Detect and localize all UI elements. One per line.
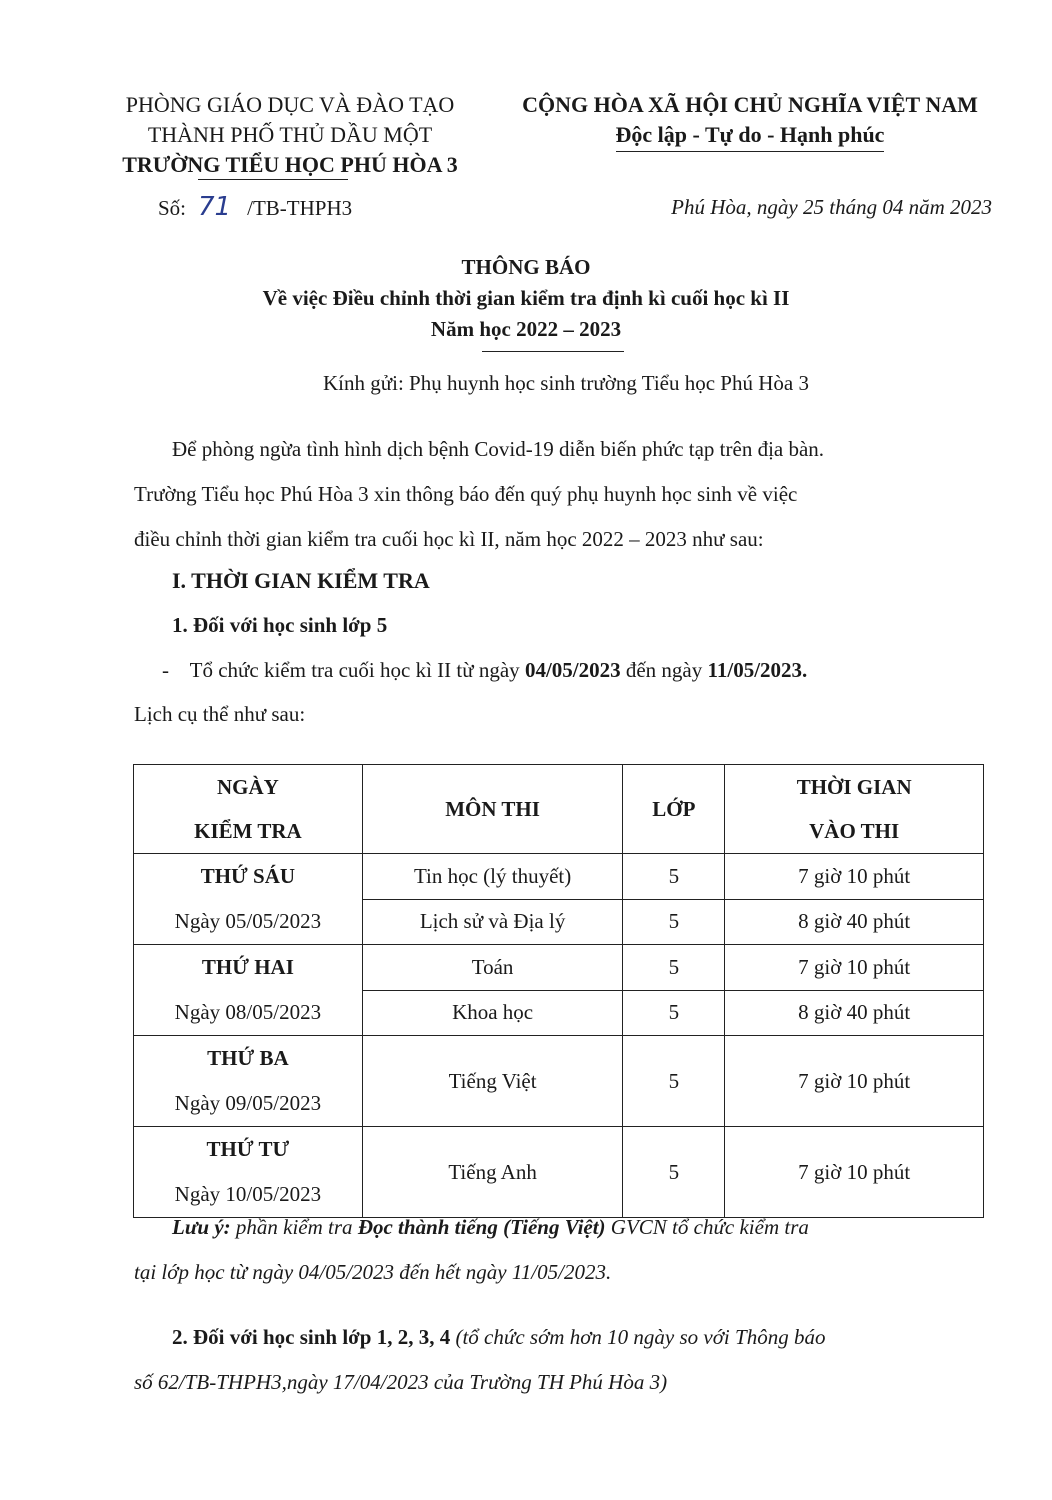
grade-cell: 5 bbox=[623, 899, 725, 945]
note-text-2: GVCN tổ chức kiểm tra bbox=[605, 1215, 809, 1239]
section-2 bbox=[134, 1315, 964, 1405]
national-name: CỘNG HÒA XÃ HỘI CHỦ NGHĨA VIỆT NAM bbox=[522, 92, 978, 117]
subject-cell: Khoa học bbox=[362, 990, 623, 1036]
date-cell: THỨ TƯ Ngày 10/05/2023 bbox=[134, 1127, 363, 1218]
intro-line-3: điều chỉnh thời gian kiểm tra cuối học kì II, năm học 2022 – 2023 như sau: bbox=[134, 527, 764, 551]
document-number-value: 71 bbox=[198, 192, 232, 222]
bullet-from-date: 04/05/2023 bbox=[524, 658, 621, 682]
title-divider bbox=[482, 351, 624, 352]
date-cell: THỨ SÁU Ngày 05/05/2023 bbox=[134, 854, 363, 945]
school-name: TRƯỜNG TIỂU HỌC PHÚ HÒA 3 bbox=[122, 152, 458, 177]
subject-cell: Tin học (lý thuyết) bbox=[362, 854, 623, 900]
date-cell: THỨ BA Ngày 09/05/2023 bbox=[134, 1036, 363, 1127]
time-cell: 7 giờ 10 phút bbox=[725, 854, 984, 900]
exam-schedule-table bbox=[133, 764, 984, 1218]
header-grade: LỚP bbox=[623, 765, 725, 854]
grade-cell: 5 bbox=[623, 1127, 725, 1218]
time-cell: 8 giờ 40 phút bbox=[725, 899, 984, 945]
note-line-2: tại lớp học từ ngày 04/05/2023 đến hết ngày 11/05/2023. bbox=[134, 1260, 612, 1284]
grade-cell: 5 bbox=[623, 990, 725, 1036]
recipient-line: Kính gửi: Phụ huynh học sinh trường Tiểu học Phú Hòa 3 bbox=[323, 371, 809, 395]
subject-cell: Tiếng Anh bbox=[362, 1127, 623, 1218]
table-row bbox=[134, 1127, 984, 1218]
agency-line-2: THÀNH PHỐ THỦ DẦU MỘT bbox=[147, 122, 433, 147]
national-header bbox=[500, 90, 1000, 152]
header-time: THỜI GIAN VÀO THI bbox=[725, 765, 984, 854]
bullet-to-date: 11/05/2023. bbox=[707, 658, 808, 682]
grade-cell: 5 bbox=[623, 1036, 725, 1127]
note-label: Lưu ý: bbox=[172, 1215, 231, 1239]
table-header-row bbox=[134, 765, 984, 854]
notice-title-line-1: THÔNG BÁO bbox=[461, 255, 591, 279]
notice-title-line-2: Về việc Điều chỉnh thời gian kiểm tra định kì cuối học kì II bbox=[262, 286, 790, 310]
agency-header bbox=[100, 90, 480, 181]
table-row bbox=[134, 854, 984, 900]
section-1-heading: I. THỜI GIAN KIỂM TRA bbox=[172, 568, 430, 593]
subject-cell: Lịch sử và Địa lý bbox=[362, 899, 623, 945]
exam-period-bullet bbox=[134, 648, 964, 736]
national-motto: Độc lập - Tự do - Hạnh phúc bbox=[500, 120, 1000, 152]
document-number bbox=[158, 192, 352, 222]
time-cell: 7 giờ 10 phút bbox=[725, 1127, 984, 1218]
header-date: NGÀY KIỂM TRA bbox=[134, 765, 363, 854]
section-1-sub-1: 1. Đối với học sinh lớp 5 bbox=[172, 613, 388, 637]
notice-title-line-3: Năm học 2022 – 2023 bbox=[430, 317, 622, 341]
subject-cell: Tiếng Việt bbox=[362, 1036, 623, 1127]
time-cell: 7 giờ 10 phút bbox=[725, 945, 984, 991]
intro-line-2: Trường Tiểu học Phú Hòa 3 xin thông báo đến quý phụ huynh học sinh về việc bbox=[134, 482, 798, 506]
subject-cell: Toán bbox=[362, 945, 623, 991]
table-row bbox=[134, 945, 984, 991]
date-cell: THỨ HAI Ngày 08/05/2023 bbox=[134, 945, 363, 1036]
bullet-mid: đến ngày bbox=[620, 658, 708, 682]
bullet-line-2: Lịch cụ thể như sau: bbox=[134, 702, 306, 726]
time-cell: 7 giờ 10 phút bbox=[725, 1036, 984, 1127]
table-row bbox=[134, 1036, 984, 1127]
note-text-1: phần kiểm tra bbox=[230, 1215, 358, 1239]
notice-title bbox=[0, 252, 1052, 345]
place-date: Phú Hòa, ngày 25 tháng 04 năm 2023 bbox=[671, 195, 992, 219]
note-paragraph bbox=[134, 1205, 974, 1295]
school-underline bbox=[198, 179, 348, 180]
section-2-paren-1: (tổ chức sớm hơn 10 ngày so với Thông báo bbox=[450, 1325, 826, 1349]
intro-line-1: Để phòng ngừa tình hình dịch bệnh Covid-19 diễn biến phức tạp trên địa bàn. bbox=[172, 437, 825, 461]
document-number-prefix: Số: bbox=[158, 196, 187, 220]
agency-line-1: PHÒNG GIÁO DỤC VÀ ĐÀO TẠO bbox=[125, 92, 455, 117]
time-cell: 8 giờ 40 phút bbox=[725, 990, 984, 1036]
header-subject: MÔN THI bbox=[362, 765, 623, 854]
intro-paragraph bbox=[134, 427, 960, 562]
document-number-suffix: /TB-THPH3 bbox=[247, 196, 353, 220]
grade-cell: 5 bbox=[623, 945, 725, 991]
grade-cell: 5 bbox=[623, 854, 725, 900]
section-2-paren-2: số 62/TB-THPH3,ngày 17/04/2023 của Trường TH Phú Hòa 3) bbox=[134, 1370, 668, 1394]
note-bold: Đọc thành tiếng (Tiếng Việt) bbox=[357, 1215, 606, 1239]
bullet-text: - Tổ chức kiểm tra cuối học kì II từ ngày bbox=[162, 658, 525, 682]
section-2-heading: 2. Đối với học sinh lớp 1, 2, 3, 4 bbox=[172, 1325, 451, 1349]
